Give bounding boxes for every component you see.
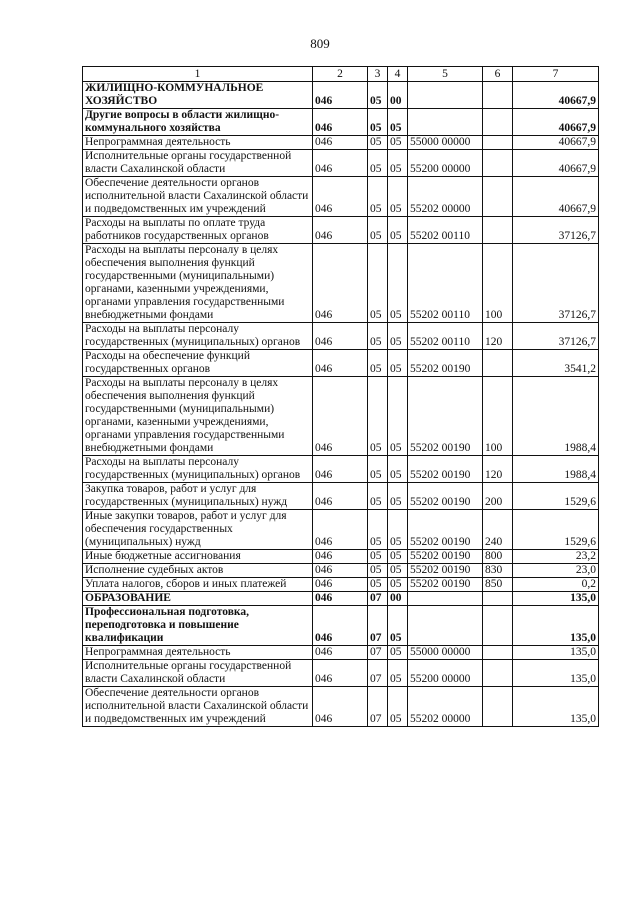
target-article-cell: 55200 00000	[408, 150, 483, 177]
row-name-cell: Другие вопросы в области жилищно-коммунального хозяйства	[83, 109, 313, 136]
target-article-cell: 55202 00190	[408, 350, 483, 377]
target-article-cell: 55202 00190	[408, 483, 483, 510]
subsection-code-cell: 05	[388, 606, 408, 646]
amount-cell: 40667,9	[513, 82, 599, 109]
amount-cell: 1988,4	[513, 377, 599, 456]
amount-cell: 40667,9	[513, 150, 599, 177]
target-article-cell: 55202 00190	[408, 550, 483, 564]
subsection-code-cell: 05	[388, 687, 408, 727]
section-code-cell: 07	[368, 660, 388, 687]
row-name-cell: Исполнение судебных актов	[83, 564, 313, 578]
ministry-code-cell: 046	[313, 244, 368, 323]
table-row	[83, 82, 599, 109]
row-name-cell: ОБРАЗОВАНИЕ	[83, 592, 313, 606]
ministry-code-cell: 046	[313, 578, 368, 592]
target-article-cell: 55202 00000	[408, 687, 483, 727]
row-name-cell: Непрограммная деятельность	[83, 136, 313, 150]
section-code-cell: 05	[368, 109, 388, 136]
section-code-cell: 05	[368, 350, 388, 377]
target-article-cell: 55202 00190	[408, 377, 483, 456]
column-header: 3	[368, 67, 388, 82]
header-row	[83, 67, 599, 82]
amount-cell: 135,0	[513, 606, 599, 646]
ministry-code-cell: 046	[313, 687, 368, 727]
row-name-cell: Профессиональная подготовка, переподготовка и повышение квалификации	[83, 606, 313, 646]
amount-cell: 40667,9	[513, 177, 599, 217]
amount-cell: 1988,4	[513, 456, 599, 483]
section-code-cell: 05	[368, 510, 388, 550]
table-row	[83, 177, 599, 217]
row-name-cell: Закупка товаров, работ и услуг для государственных (муниципальных) нужд	[83, 483, 313, 510]
amount-cell: 40667,9	[513, 136, 599, 150]
ministry-code-cell: 046	[313, 136, 368, 150]
subsection-code-cell: 05	[388, 550, 408, 564]
target-article-cell: 55202 00190	[408, 564, 483, 578]
table-row	[83, 456, 599, 483]
row-name-cell: Расходы на выплаты персоналу в целях обеспечения выполнения функций государственными (муниципальными) органами, казенными учреждениями, органами управления государственными внебюджетными фондами	[83, 377, 313, 456]
amount-cell: 0,2	[513, 578, 599, 592]
target-article-cell	[408, 82, 483, 109]
expense-type-cell: 200	[483, 483, 513, 510]
row-name-cell: Исполнительные органы государственной власти Сахалинской области	[83, 660, 313, 687]
column-header: 6	[483, 67, 513, 82]
ministry-code-cell: 046	[313, 456, 368, 483]
expense-type-cell	[483, 350, 513, 377]
expense-type-cell: 100	[483, 377, 513, 456]
expense-type-cell: 100	[483, 244, 513, 323]
amount-cell: 1529,6	[513, 510, 599, 550]
target-article-cell	[408, 109, 483, 136]
section-code-cell: 05	[368, 483, 388, 510]
expense-type-cell: 800	[483, 550, 513, 564]
section-code-cell: 05	[368, 136, 388, 150]
subsection-code-cell: 05	[388, 646, 408, 660]
column-header: 7	[513, 67, 599, 82]
column-header: 5	[408, 67, 483, 82]
table-row	[83, 217, 599, 244]
table-row	[83, 606, 599, 646]
section-code-cell: 07	[368, 687, 388, 727]
table-row	[83, 323, 599, 350]
table-row	[83, 510, 599, 550]
target-article-cell: 55202 00110	[408, 244, 483, 323]
subsection-code-cell: 05	[388, 244, 408, 323]
expense-type-cell	[483, 136, 513, 150]
ministry-code-cell: 046	[313, 217, 368, 244]
amount-cell: 135,0	[513, 687, 599, 727]
target-article-cell: 55000 00000	[408, 646, 483, 660]
expense-type-cell: 120	[483, 323, 513, 350]
row-name-cell: Расходы на выплаты по оплате труда работников государственных органов	[83, 217, 313, 244]
expense-type-cell	[483, 646, 513, 660]
ministry-code-cell: 046	[313, 82, 368, 109]
target-article-cell: 55202 00000	[408, 177, 483, 217]
table-row	[83, 578, 599, 592]
budget-table	[82, 66, 599, 727]
row-name-cell: Непрограммная деятельность	[83, 646, 313, 660]
ministry-code-cell: 046	[313, 323, 368, 350]
ministry-code-cell: 046	[313, 550, 368, 564]
target-article-cell: 55200 00000	[408, 660, 483, 687]
expense-type-cell	[483, 177, 513, 217]
row-name-cell: ЖИЛИЩНО-КОММУНАЛЬНОЕ ХОЗЯЙСТВО	[83, 82, 313, 109]
row-name-cell: Иные закупки товаров, работ и услуг для обеспечения государственных (муниципальных) нужд	[83, 510, 313, 550]
subsection-code-cell: 05	[388, 136, 408, 150]
amount-cell: 37126,7	[513, 217, 599, 244]
table-row	[83, 377, 599, 456]
target-article-cell: 55000 00000	[408, 136, 483, 150]
page-number: 809	[310, 36, 330, 51]
section-code-cell: 05	[368, 456, 388, 483]
table-row	[83, 646, 599, 660]
ministry-code-cell: 046	[313, 510, 368, 550]
amount-cell: 135,0	[513, 646, 599, 660]
ministry-code-cell: 046	[313, 564, 368, 578]
column-header: 2	[313, 67, 368, 82]
ministry-code-cell: 046	[313, 646, 368, 660]
amount-cell: 37126,7	[513, 244, 599, 323]
row-name-cell: Исполнительные органы государственной власти Сахалинской области	[83, 150, 313, 177]
subsection-code-cell: 05	[388, 483, 408, 510]
subsection-code-cell: 05	[388, 578, 408, 592]
target-article-cell: 55202 00110	[408, 217, 483, 244]
target-article-cell: 55202 00190	[408, 456, 483, 483]
column-header: 4	[388, 67, 408, 82]
table-row	[83, 660, 599, 687]
expense-type-cell	[483, 109, 513, 136]
target-article-cell	[408, 592, 483, 606]
subsection-code-cell: 05	[388, 660, 408, 687]
amount-cell: 37126,7	[513, 323, 599, 350]
amount-cell: 23,0	[513, 564, 599, 578]
section-code-cell: 05	[368, 564, 388, 578]
table-row	[83, 564, 599, 578]
expense-type-cell	[483, 150, 513, 177]
expense-type-cell: 240	[483, 510, 513, 550]
subsection-code-cell: 05	[388, 109, 408, 136]
ministry-code-cell: 046	[313, 150, 368, 177]
section-code-cell: 05	[368, 217, 388, 244]
row-name-cell: Обеспечение деятельности органов исполнительной власти Сахалинской области и подведомственных им учреждений	[83, 687, 313, 727]
column-header: 1	[83, 67, 313, 82]
subsection-code-cell: 05	[388, 323, 408, 350]
section-code-cell: 05	[368, 550, 388, 564]
table-row	[83, 109, 599, 136]
section-code-cell: 05	[368, 377, 388, 456]
row-name-cell: Расходы на выплаты персоналу государственных (муниципальных) органов	[83, 323, 313, 350]
expense-type-cell	[483, 687, 513, 727]
table-row	[83, 687, 599, 727]
subsection-code-cell: 05	[388, 456, 408, 483]
target-article-cell	[408, 606, 483, 646]
amount-cell: 3541,2	[513, 350, 599, 377]
amount-cell: 135,0	[513, 660, 599, 687]
row-name-cell: Расходы на выплаты персоналу государственных (муниципальных) органов	[83, 456, 313, 483]
ministry-code-cell: 046	[313, 109, 368, 136]
subsection-code-cell: 05	[388, 177, 408, 217]
ministry-code-cell: 046	[313, 660, 368, 687]
section-code-cell: 05	[368, 150, 388, 177]
expense-type-cell	[483, 660, 513, 687]
section-code-cell: 07	[368, 592, 388, 606]
amount-cell: 23,2	[513, 550, 599, 564]
subsection-code-cell: 05	[388, 350, 408, 377]
subsection-code-cell: 05	[388, 150, 408, 177]
ministry-code-cell: 046	[313, 377, 368, 456]
amount-cell: 40667,9	[513, 109, 599, 136]
amount-cell: 135,0	[513, 592, 599, 606]
target-article-cell: 55202 00190	[408, 578, 483, 592]
expense-type-cell: 120	[483, 456, 513, 483]
row-name-cell: Расходы на обеспечение функций государственных органов	[83, 350, 313, 377]
section-code-cell: 05	[368, 177, 388, 217]
section-code-cell: 07	[368, 606, 388, 646]
expense-type-cell	[483, 606, 513, 646]
row-name-cell: Уплата налогов, сборов и иных платежей	[83, 578, 313, 592]
subsection-code-cell: 00	[388, 592, 408, 606]
section-code-cell: 05	[368, 244, 388, 323]
target-article-cell: 55202 00190	[408, 510, 483, 550]
ministry-code-cell: 046	[313, 606, 368, 646]
table-row	[83, 150, 599, 177]
section-code-cell: 05	[368, 323, 388, 350]
expense-type-cell: 850	[483, 578, 513, 592]
expense-type-cell	[483, 592, 513, 606]
subsection-code-cell: 00	[388, 82, 408, 109]
row-name-cell: Обеспечение деятельности органов исполнительной власти Сахалинской области и подведомственных им учреждений	[83, 177, 313, 217]
expense-type-cell: 830	[483, 564, 513, 578]
section-code-cell: 05	[368, 578, 388, 592]
table-row	[83, 550, 599, 564]
ministry-code-cell: 046	[313, 350, 368, 377]
subsection-code-cell: 05	[388, 377, 408, 456]
subsection-code-cell: 05	[388, 564, 408, 578]
expense-type-cell	[483, 82, 513, 109]
section-code-cell: 07	[368, 646, 388, 660]
subsection-code-cell: 05	[388, 510, 408, 550]
ministry-code-cell: 046	[313, 483, 368, 510]
table-row	[83, 483, 599, 510]
ministry-code-cell: 046	[313, 177, 368, 217]
subsection-code-cell: 05	[388, 217, 408, 244]
amount-cell: 1529,6	[513, 483, 599, 510]
table-row	[83, 136, 599, 150]
row-name-cell: Иные бюджетные ассигнования	[83, 550, 313, 564]
table-row	[83, 592, 599, 606]
table-row	[83, 350, 599, 377]
table-row	[83, 244, 599, 323]
target-article-cell: 55202 00110	[408, 323, 483, 350]
expense-type-cell	[483, 217, 513, 244]
section-code-cell: 05	[368, 82, 388, 109]
row-name-cell: Расходы на выплаты персоналу в целях обеспечения выполнения функций государственными (муниципальными) органами, казенными учреждениями, органами управления государственными внебюджетными фондами	[83, 244, 313, 323]
ministry-code-cell: 046	[313, 592, 368, 606]
